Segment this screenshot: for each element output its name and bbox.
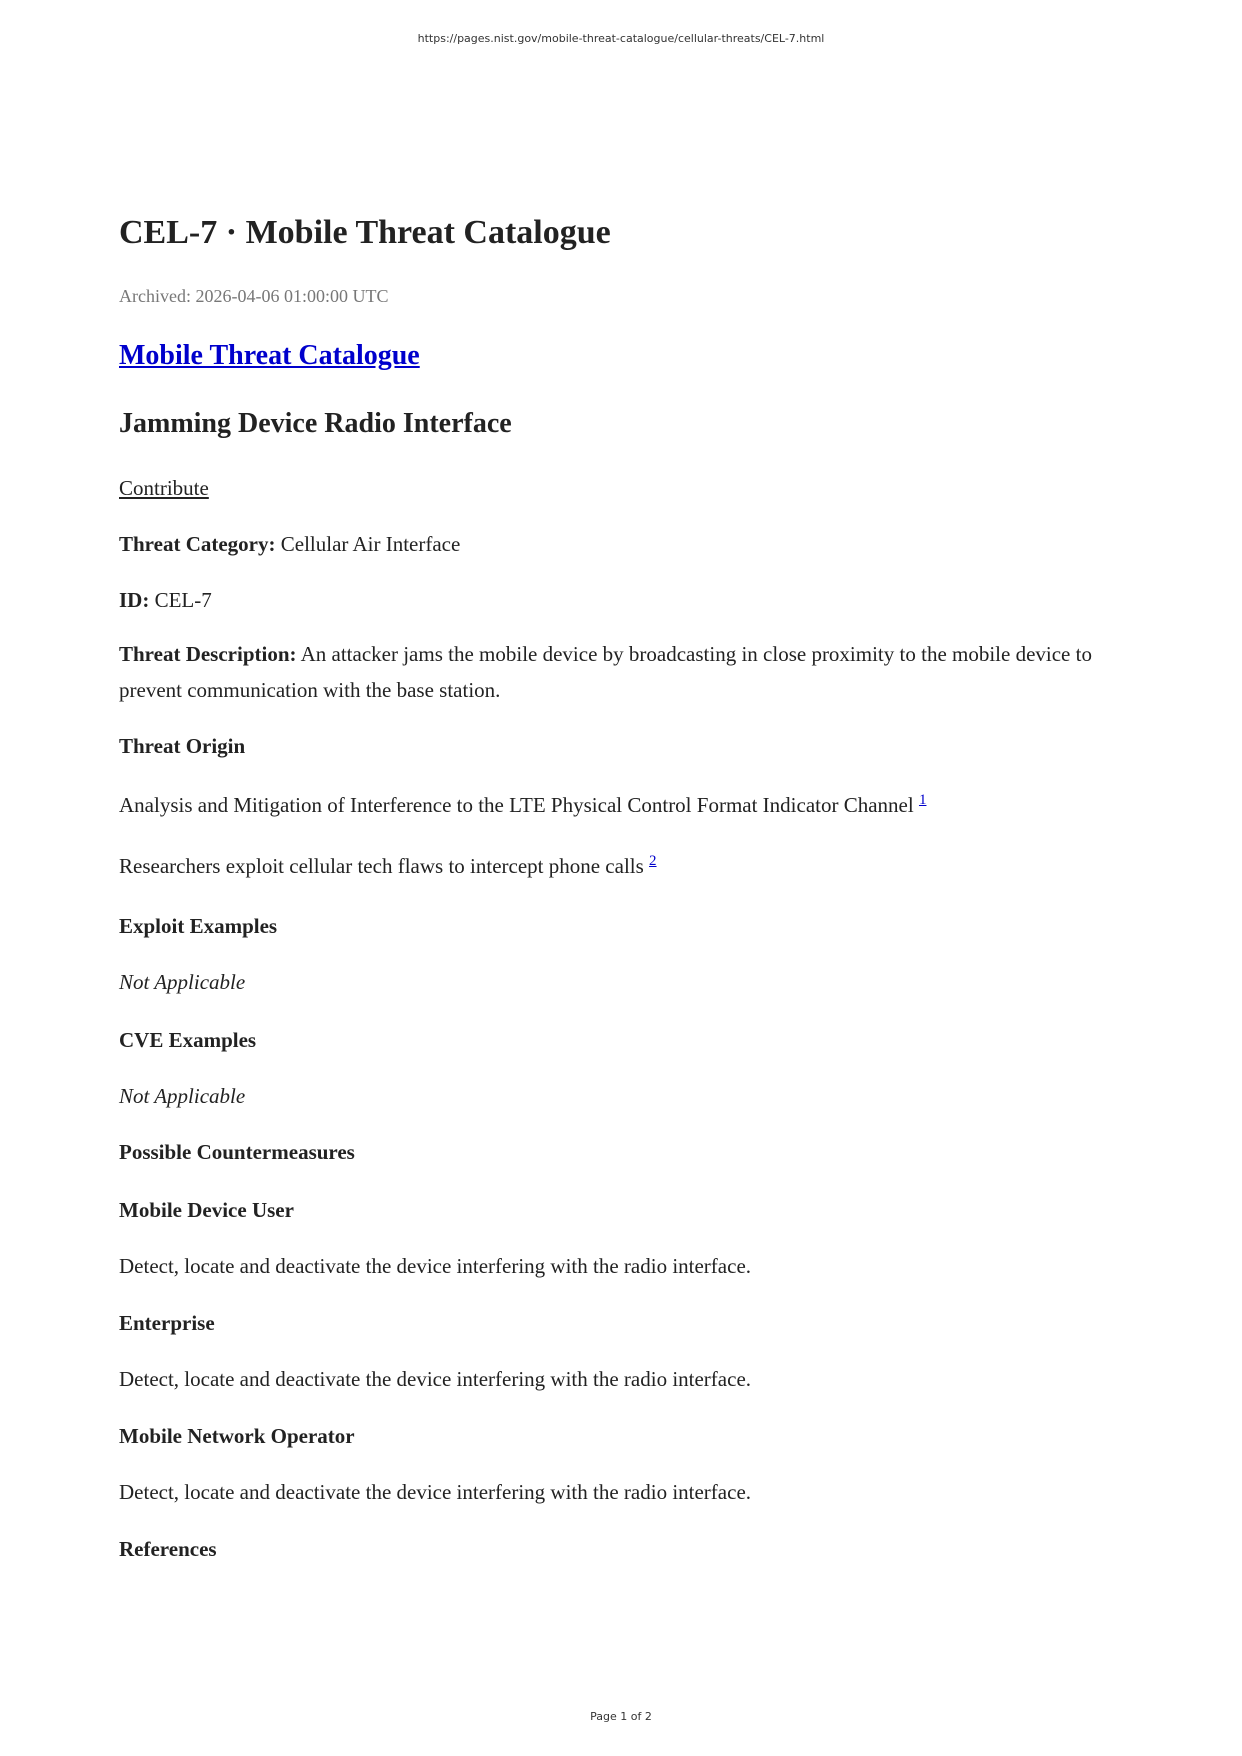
threat-origin-item	[119, 853, 657, 879]
threat-category-value: Cellular Air Interface	[280, 532, 461, 556]
mobile-network-operator-text: Detect, locate and deactivate the device interfering with the radio interface.	[119, 1480, 752, 1504]
page-title: CEL-7 · Mobile Threat Catalogue	[119, 214, 611, 251]
threat-origin-text: Analysis and Mitigation of Interference to the LTE Physical Control Format Indicator Channel	[119, 793, 914, 817]
threat-id-value: CEL-7	[154, 588, 212, 612]
mobile-device-user-heading: Mobile Device User	[119, 1198, 294, 1222]
page-number: Page 1 of 2	[590, 1710, 652, 1723]
threat-category-label: Threat Category:	[119, 532, 276, 556]
contribute-link[interactable]: Contribute	[119, 476, 209, 500]
page-url-header: https://pages.nist.gov/mobile-threat-catalogue/cellular-threats/CEL-7.html	[417, 32, 825, 45]
reference-link-2[interactable]: 2	[649, 853, 657, 869]
threat-id-label: ID:	[119, 588, 150, 612]
threat-origin-text: Researchers exploit cellular tech flaws to intercept phone calls	[119, 854, 644, 878]
threat-origin-item	[119, 792, 926, 818]
references-heading: References	[119, 1537, 217, 1561]
threat-id-row	[119, 588, 212, 613]
threat-description-label: Threat Description:	[119, 642, 297, 666]
catalogue-home-link[interactable]: Mobile Threat Catalogue	[119, 340, 420, 371]
threat-title: Jamming Device Radio Interface	[119, 408, 512, 439]
threat-category-row	[119, 532, 460, 557]
archived-timestamp: Archived: 2026-04-06 01:00:00 UTC	[119, 286, 389, 306]
reference-link-1[interactable]: 1	[918, 792, 927, 808]
threat-description-text: An attacker jams the mobile device by broadcasting in close proximity to the mobile device to prevent communication with the base station.	[119, 642, 1092, 702]
exploit-examples-value: Not Applicable	[119, 970, 246, 994]
mobile-network-operator-heading: Mobile Network Operator	[119, 1424, 355, 1448]
enterprise-heading: Enterprise	[119, 1311, 215, 1335]
mobile-device-user-text: Detect, locate and deactivate the device interfering with the radio interface.	[119, 1254, 752, 1278]
enterprise-text: Detect, locate and deactivate the device interfering with the radio interface.	[119, 1367, 752, 1391]
exploit-examples-heading: Exploit Examples	[119, 914, 278, 938]
threat-origin-heading: Threat Origin	[119, 734, 246, 758]
cve-examples-heading: CVE Examples	[119, 1028, 257, 1052]
threat-description	[119, 636, 1129, 708]
countermeasures-heading: Possible Countermeasures	[119, 1140, 355, 1164]
cve-examples-value: Not Applicable	[119, 1084, 246, 1108]
